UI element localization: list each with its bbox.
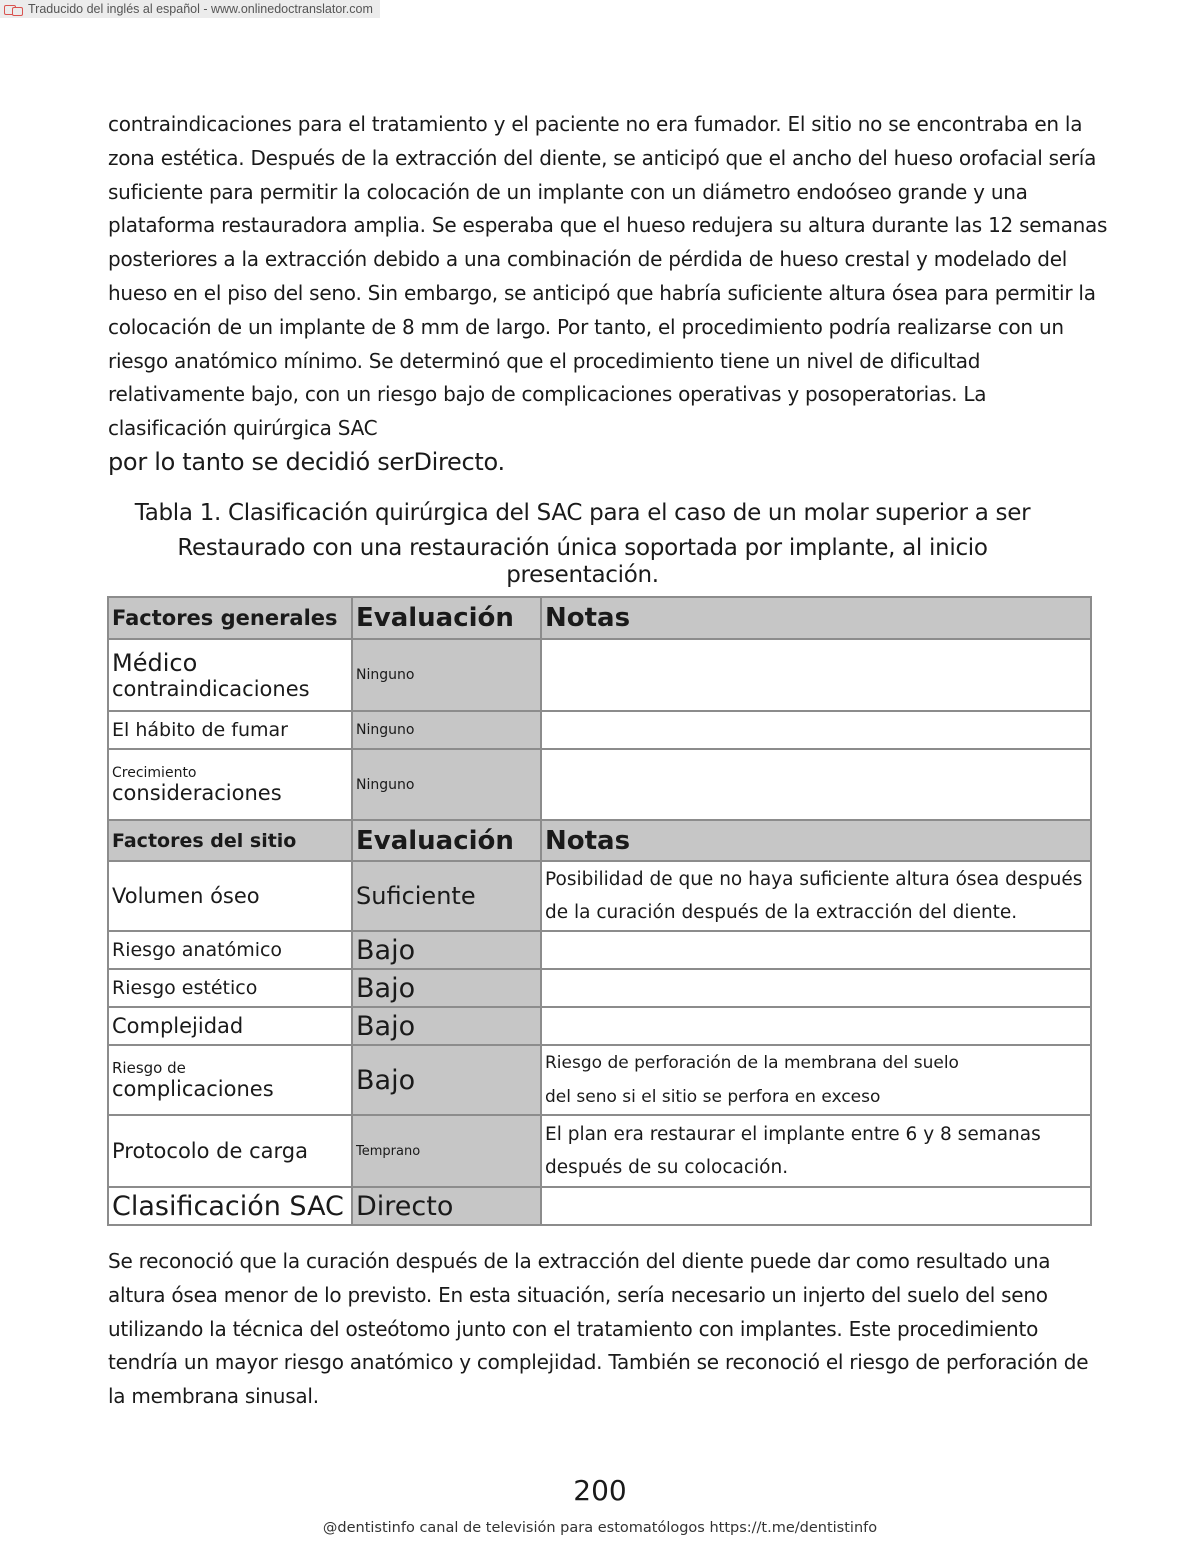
notes-cell	[541, 749, 1091, 820]
banner-text: Traducido del inglés al español - www.onlinedoctranslator.com	[28, 2, 373, 16]
header-general-factors: Factores generales	[108, 597, 352, 639]
translator-banner[interactable]	[0, 0, 380, 18]
evaluation-cell: Directo	[352, 1187, 541, 1225]
table-row	[108, 931, 1091, 969]
factor-label-line2: complicaciones	[112, 1077, 274, 1101]
notes-line-1: El plan era restaurar el implante entre 6 y 8 semanas	[545, 1124, 1041, 1145]
notes-line-2: del seno si el sitio se perfora en exceso	[545, 1087, 881, 1107]
caption-line-2: Restaurado con una restauración única soportada por implante, al inicio	[177, 535, 988, 561]
evaluation-cell: Bajo	[352, 931, 541, 969]
notes-cell	[541, 861, 1091, 931]
factor-cell: Clasificación SAC	[108, 1187, 352, 1225]
notes-cell	[541, 1187, 1091, 1225]
evaluation-cell: Bajo	[352, 969, 541, 1007]
factor-label-line2: consideraciones	[112, 780, 282, 805]
table-row	[108, 749, 1091, 820]
document-translate-icon	[4, 4, 24, 15]
notes-cell	[541, 711, 1091, 749]
evaluation-cell: Bajo	[352, 1045, 541, 1115]
factor-cell: Protocolo de carga	[108, 1115, 352, 1187]
notes-cell	[541, 931, 1091, 969]
notes-line-2: de la curación después de la extracción del diente.	[545, 902, 1018, 923]
header-notes: Notas	[541, 820, 1091, 861]
paragraph-1: contraindicaciones para el tratamiento y el paciente no era fumador. El sitio no se encontraba en la zona estética. Después de la extracción del diente, se anticipó que el ancho del hueso orofacial sería suficiente para permitir la colocación de un implante con un diámetro endoóseo grande y una plataforma restauradora amplia. Se esperaba que el hueso redujera su altura durante las 12 semanas posteriores a la extracción debido a una combinación de pérdida de hueso crestal y modelado del hueso en el piso del seno. Sin embargo, se anticipó que habría suficiente altura ósea para permitir la colocación de un implante de 8 mm de largo. Por tanto, el procedimiento podría realizarse con un riesgo anatómico mínimo. Se determinó que el procedimiento tiene un nivel de dificultad relativamente bajo, con un riesgo bajo de complicaciones operativas y posoperatorias. La clasificación quirúrgica SAC	[108, 112, 1108, 441]
factor-cell	[108, 1045, 352, 1115]
notes-cell	[541, 639, 1091, 711]
notes-line-1: Posibilidad de que no haya suficiente altura ósea después	[545, 869, 1083, 890]
header-site-factors: Factores del sitio	[108, 820, 352, 861]
factor-cell: Complejidad	[108, 1007, 352, 1045]
general-factors-header-row	[108, 597, 1091, 639]
caption-line-3: presentación.	[506, 562, 659, 588]
table-caption	[105, 496, 1060, 588]
evaluation-cell: Temprano	[352, 1115, 541, 1187]
factor-cell: Riesgo estético	[108, 969, 352, 1007]
evaluation-cell: Ninguno	[352, 639, 541, 711]
table-row	[108, 1007, 1091, 1045]
paragraph-2: Se reconoció que la curación después de la extracción del diente puede dar como resultado una altura ósea menor de lo previsto. En esta situación, sería necesario un injerto del suelo del seno utilizando la técnica del osteótomo junto con el tratamiento con implantes. Este procedimiento tendría un mayor riesgo anatómico y complejidad. También se reconoció el riesgo de perforación de la membrana sinusal.	[108, 1249, 1089, 1409]
evaluation-cell: Bajo	[352, 1007, 541, 1045]
notes-cell	[541, 1007, 1091, 1045]
table-row	[108, 639, 1091, 711]
table-row	[108, 711, 1091, 749]
table-row	[108, 1115, 1091, 1187]
footer-text: @dentistinfo canal de televisión para estomatólogos https://t.me/dentistinfo	[322, 1520, 878, 1536]
paragraph-1-ending: por lo tanto se decidió serDirecto.	[108, 448, 505, 476]
factor-label-line1: Crecimiento	[112, 764, 197, 781]
notes-line-1: Riesgo de perforación de la membrana del suelo	[545, 1053, 959, 1073]
factor-label-line1: Riesgo de	[112, 1059, 186, 1077]
evaluation-cell: Ninguno	[352, 749, 541, 820]
factor-label-line1: Médico	[112, 649, 198, 677]
site-factors-header-row	[108, 820, 1091, 861]
factor-cell: El hábito de fumar	[108, 711, 352, 749]
header-evaluation: Evaluación	[352, 820, 541, 861]
notes-cell	[541, 1045, 1091, 1115]
factor-cell	[108, 639, 352, 711]
factor-cell	[108, 749, 352, 820]
header-notes: Notas	[541, 597, 1091, 639]
factor-label-line2: contraindicaciones	[112, 677, 310, 701]
table-row	[108, 1187, 1091, 1225]
notes-line-2: después de su colocación.	[545, 1157, 789, 1178]
caption-line-1: Tabla 1. Clasificación quirúrgica del SAC para el caso de un molar superior a ser	[134, 500, 1031, 526]
notes-cell	[541, 969, 1091, 1007]
table-row	[108, 861, 1091, 931]
notes-cell	[541, 1115, 1091, 1187]
page-number: 200	[573, 1474, 627, 1507]
factor-cell: Riesgo anatómico	[108, 931, 352, 969]
header-evaluation: Evaluación	[352, 597, 541, 639]
table-row	[108, 969, 1091, 1007]
sac-classification-table	[107, 596, 1092, 1226]
factor-cell: Volumen óseo	[108, 861, 352, 931]
evaluation-cell: Suficiente	[352, 861, 541, 931]
evaluation-cell: Ninguno	[352, 711, 541, 749]
table-row	[108, 1045, 1091, 1115]
